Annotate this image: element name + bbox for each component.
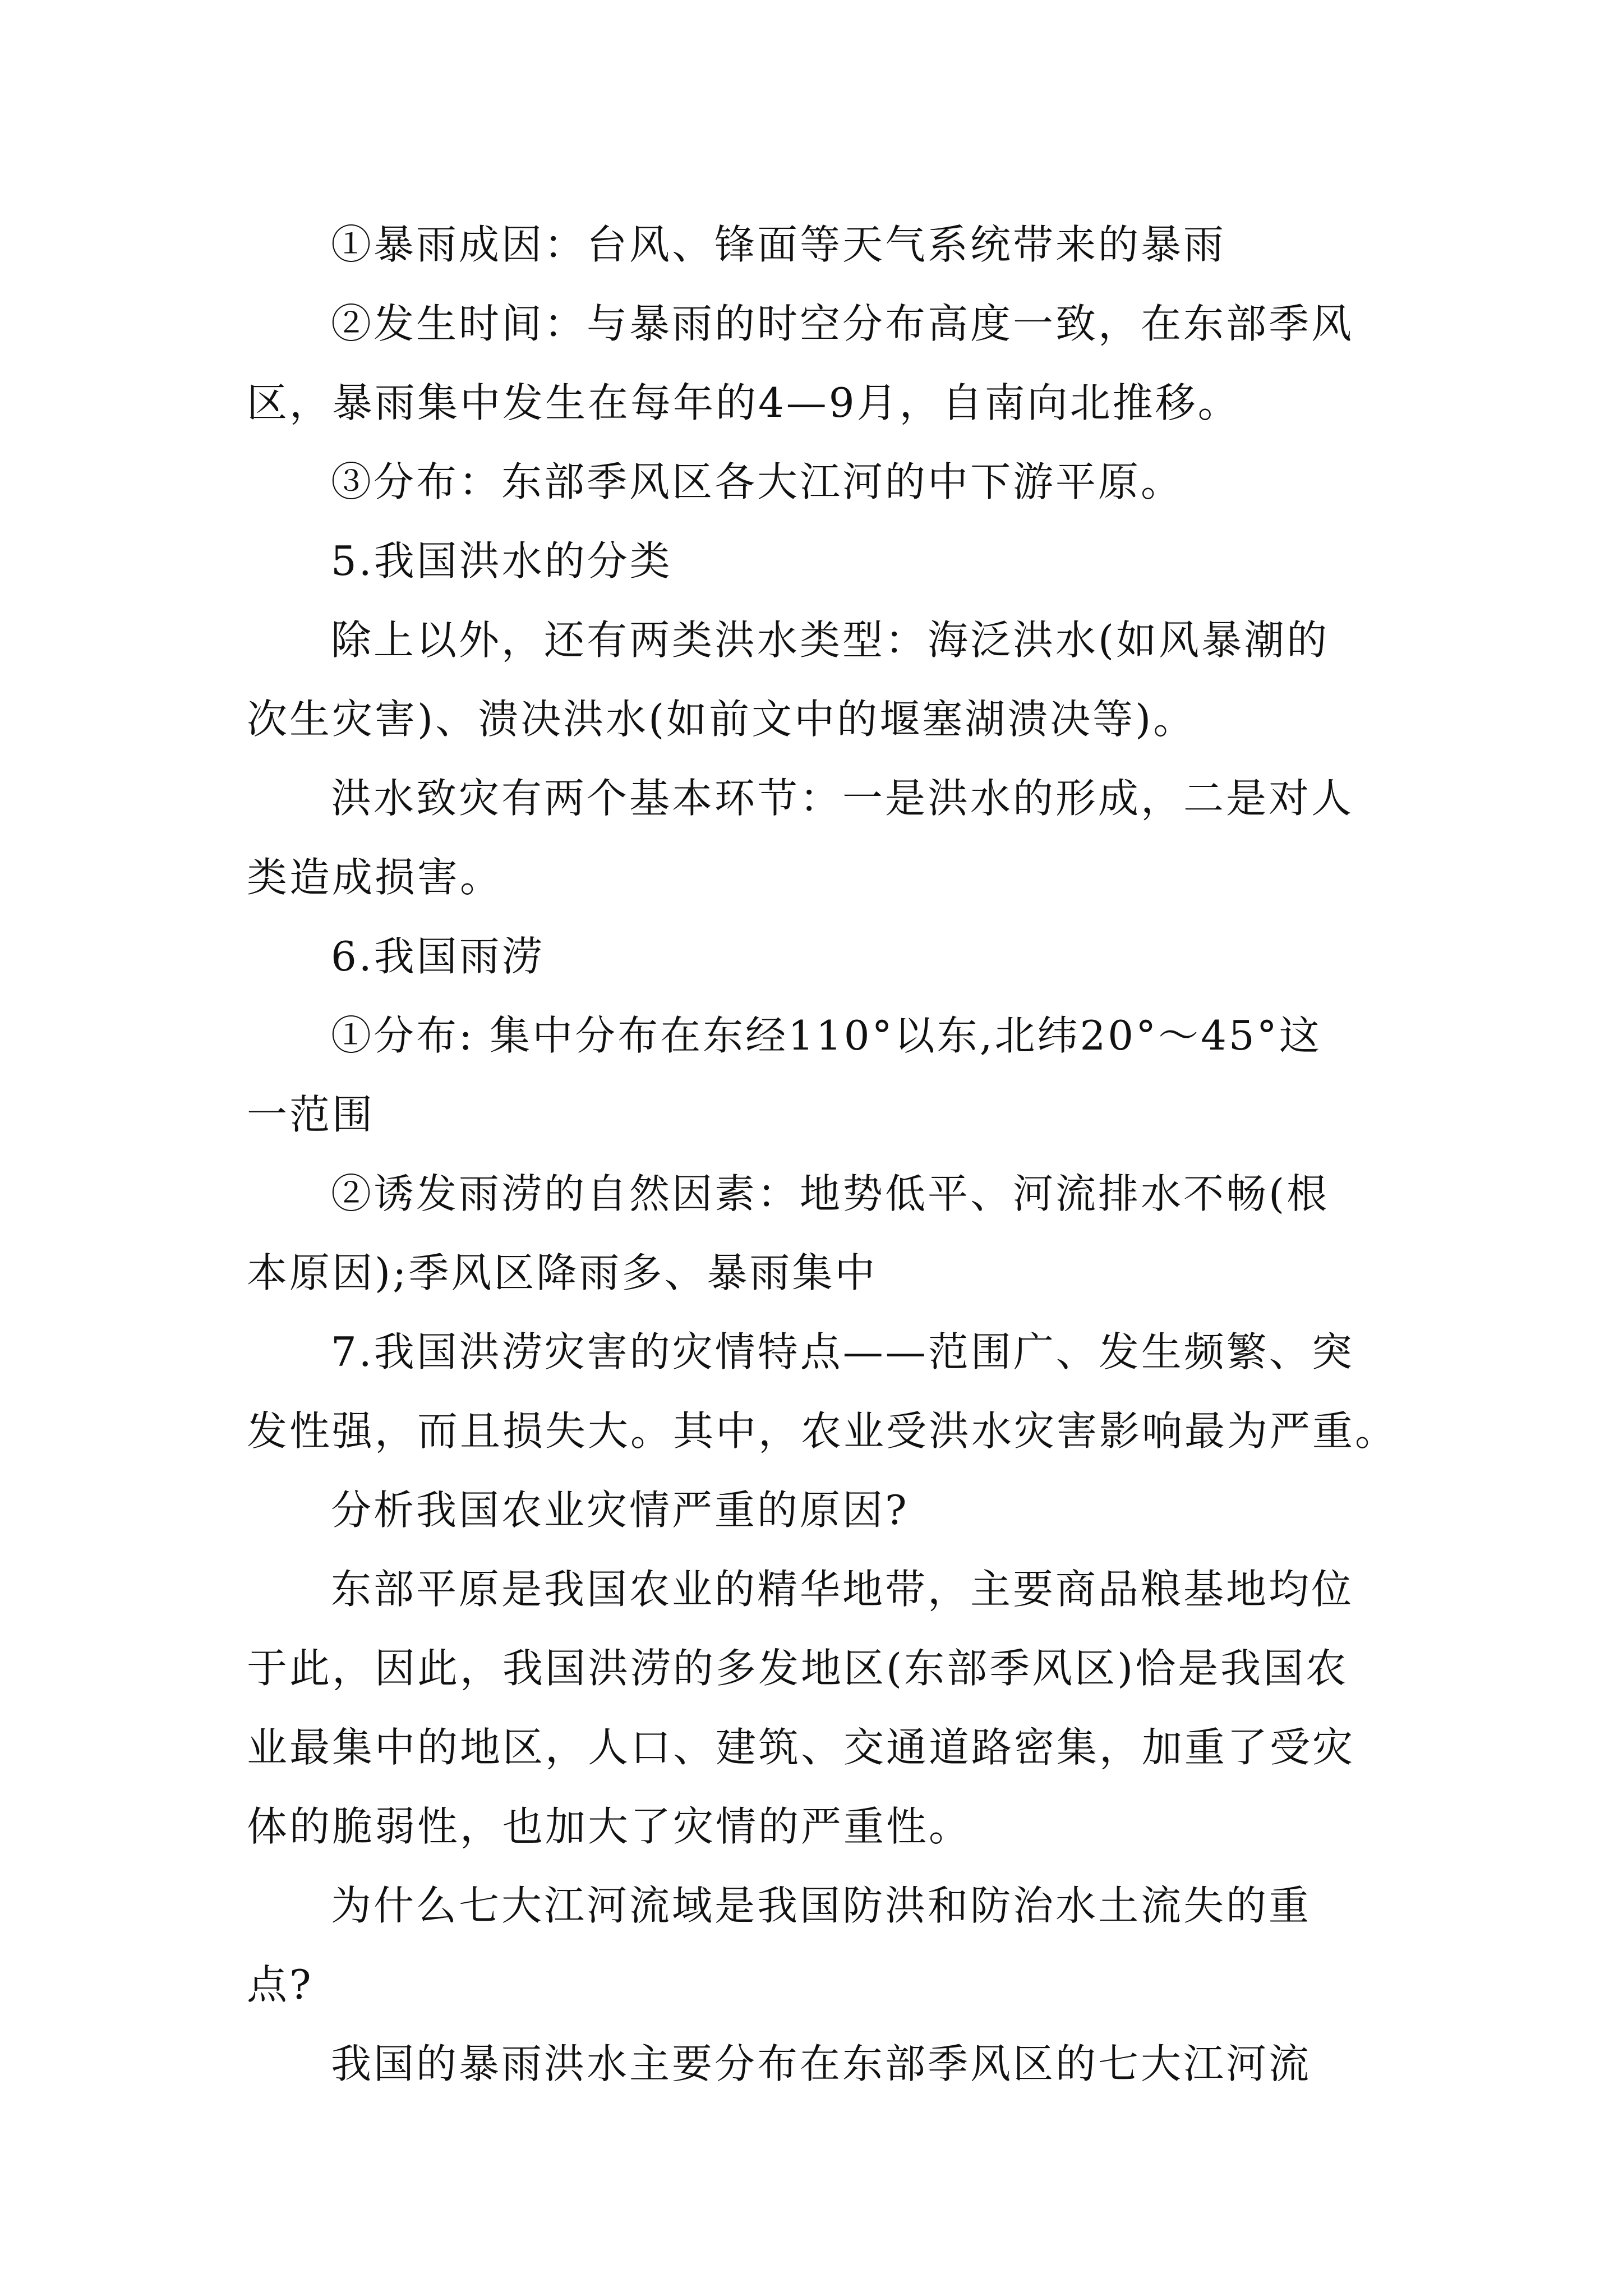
text-line: 于此，因此，我国洪涝的多发地区(东部季风区)恰是我国农 [247,1645,1349,1692]
text-line: 类造成损害。 [247,854,503,901]
text-line: 本原因);季风区降雨多、暴雨集中 [247,1249,878,1296]
text-line: ①暴雨成因：台风、锋面等天气系统带来的暴雨 [331,221,1227,268]
text-line: 区，暴雨集中发生在每年的4—9月，自南向北推移。 [247,379,1241,426]
question-line: 分析我国农业灾情严重的原因? [331,1487,909,1534]
text-line: ②诱发雨涝的自然因素：地势低平、河流排水不畅(根 [331,1170,1330,1217]
section-heading: 6.我国雨涝 [331,933,545,980]
section-heading: 5.我国洪水的分类 [331,537,672,585]
text-line: 点? [247,1961,313,2008]
text-line: 我国的暴雨洪水主要分布在东部季风区的七大江河流 [331,2040,1312,2087]
document-body [247,205,1398,2104]
text-line: 体的脆弱性，也加大了灾情的严重性。 [247,1803,972,1850]
text-line: ③分布：东部季风区各大江河的中下游平原。 [331,458,1184,505]
text-line: 发性强，而且损失大。其中，农业受洪水灾害影响最为严重。 [247,1407,1398,1455]
text-line: 洪水致灾有两个基本环节：一是洪水的形成，二是对人 [331,775,1354,822]
text-line: 除上以外，还有两类洪水类型：海泛洪水(如风暴潮的 [331,616,1330,664]
text-line: ②发生时间：与暴雨的时空分布高度一致，在东部季风 [331,300,1354,347]
text-line: 业最集中的地区，人口、建筑、交通道路密集，加重了受灾 [247,1724,1355,1771]
text-line: 次生灾害)、溃决洪水(如前文中的堰塞湖溃决等)。 [247,696,1196,743]
text-line: ①分布: 集中分布在东经110°以东,北纬20°～45°这 [331,1012,1322,1059]
question-line: 为什么七大江河流域是我国防洪和防治水土流失的重 [331,1882,1312,1929]
section-heading: 7.我国洪涝灾害的灾情特点——范围广、发生频繁、突 [331,1328,1354,1375]
text-line: 一范围 [247,1091,375,1138]
text-line: 东部平原是我国农业的精华地带，主要商品粮基地均位 [331,1566,1354,1613]
